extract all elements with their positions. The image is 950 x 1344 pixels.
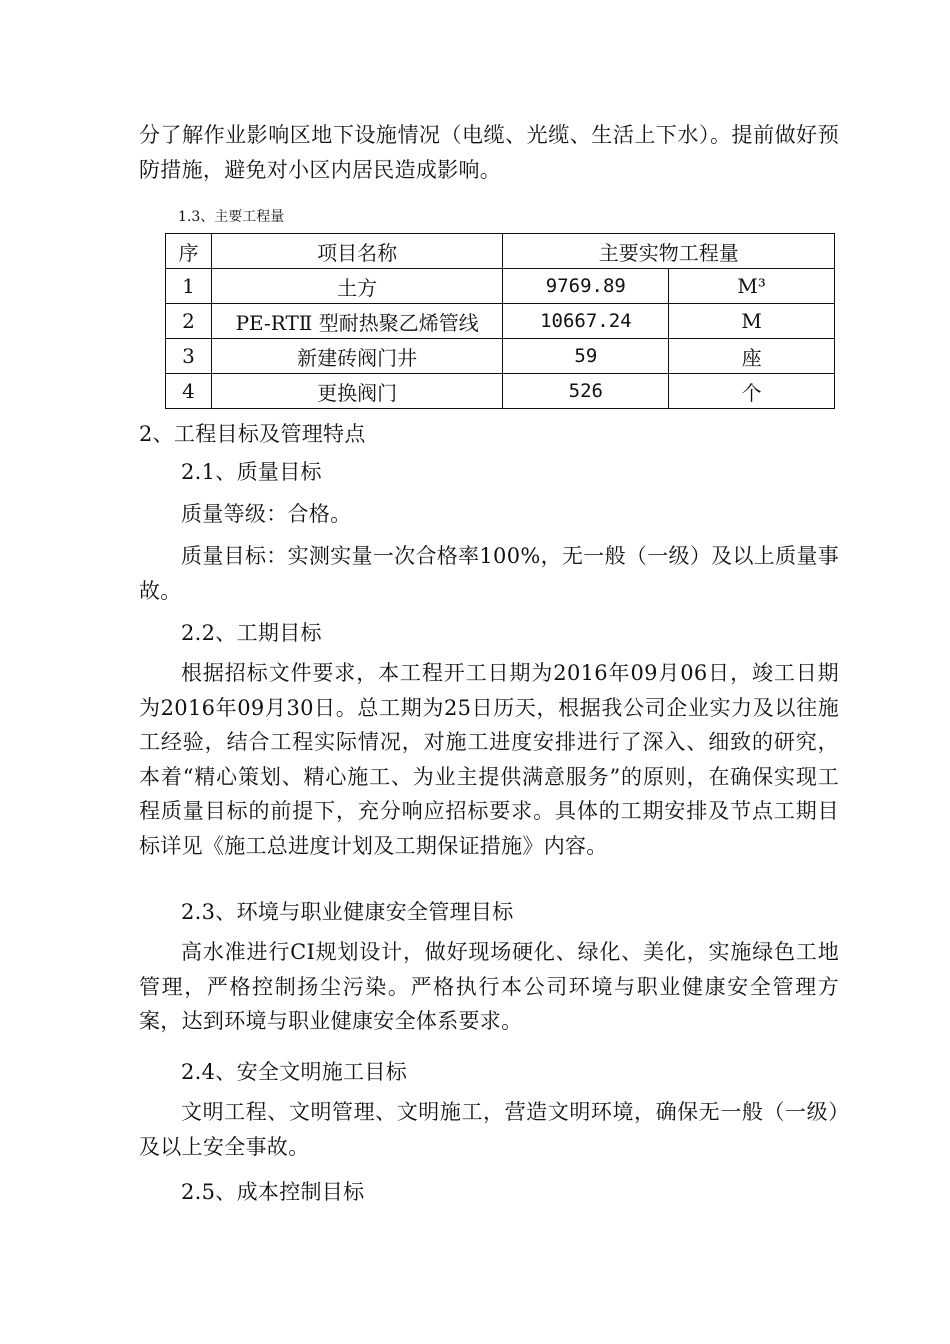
section-2-3-title: 2.3、环境与职业健康安全管理目标 <box>181 900 514 924</box>
row-name: 土方 <box>211 269 502 304</box>
row-no: 4 <box>166 374 212 409</box>
section-2-4-title: 2.4、安全文明施工目标 <box>181 1060 407 1084</box>
row-unit: M³ <box>669 269 835 304</box>
row-no: 1 <box>166 269 212 304</box>
quality-target-paragraph: 质量目标：实测实量一次合格率100%，无一般（一级）及以上质量事故。 <box>139 544 839 603</box>
row-qty: 526 <box>503 374 669 409</box>
table-row <box>166 374 835 409</box>
quality-grade-paragraph: 质量等级：合格。 <box>181 502 352 526</box>
quantity-table <box>165 233 835 409</box>
row-qty: 59 <box>503 339 669 374</box>
table-row <box>166 304 835 339</box>
safety-paragraph: 文明工程、文明管理、文明施工，营造文明环境，确保无一般（一级）及以上安全事故。 <box>139 1100 839 1159</box>
row-no: 2 <box>166 304 212 339</box>
table-row <box>166 339 835 374</box>
intro-paragraph: 分了解作业影响区地下设施情况（电缆、光缆、生活上下水）。提前做好预防措施，避免对小区内居民造成影响。 <box>139 123 839 182</box>
section-2-2-title: 2.2、工期目标 <box>181 621 322 645</box>
row-no: 3 <box>166 339 212 374</box>
table-header-row <box>166 234 835 269</box>
section-2-title: 2、工程目标及管理特点 <box>139 422 366 446</box>
row-unit: 个 <box>669 374 835 409</box>
row-name: 更换阀门 <box>211 374 502 409</box>
row-qty: 9769.89 <box>503 269 669 304</box>
table-row <box>166 269 835 304</box>
row-name: PE-RTⅡ 型耐热聚乙烯管线 <box>211 304 502 339</box>
header-no: 序 <box>166 234 212 269</box>
header-quantity: 主要实物工程量 <box>503 234 835 269</box>
row-name: 新建砖阀门井 <box>211 339 502 374</box>
row-qty: 10667.24 <box>503 304 669 339</box>
environment-paragraph: 高水准进行CI规划设计，做好现场硬化、绿化、美化，实施绿色工地管理，严格控制扬尘污染。严格执行本公司环境与职业健康安全管理方案，达到环境与职业健康安全体系要求。 <box>139 940 839 1033</box>
section-2-5-title: 2.5、成本控制目标 <box>181 1180 365 1204</box>
schedule-paragraph: 根据招标文件要求，本工程开工日期为2016年09月06日，竣工日期为2016年09月30日。总工期为25日历天，根据我公司企业实力及以往施工经验，结合工程实际情况，对施工进度安排进行了深入、细致的研究，本着“精心策划、精心施工、为业主提供满意服务”的原则，在确保实现工程质量目标的前提下，充分响应招标要求。具体的工期安排及节点工期目标详见《施工总进度计划及工期保证措施》内容。 <box>139 661 839 858</box>
section-2-1-title: 2.1、质量目标 <box>181 460 322 484</box>
row-unit: 座 <box>669 339 835 374</box>
header-name: 项目名称 <box>211 234 502 269</box>
table-caption: 1.3、主要工程量 <box>178 209 285 225</box>
row-unit: M <box>669 304 835 339</box>
